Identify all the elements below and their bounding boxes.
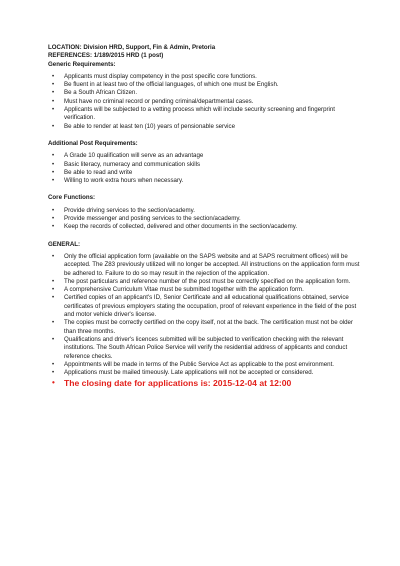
list-item: • Be fluent in at least two of the official languages, of which one must be English. [52, 81, 279, 89]
bullet-icon: • [52, 224, 55, 231]
list-item: • Applicants will be subjected to a vetting process which will include security screening and fingerprint verification. [52, 106, 336, 122]
references-line: REFERENCES: 1/189/2015 HRD (1 post) [48, 52, 164, 60]
list-item: • Certified copies of an applicant's ID, Senior Certificate and all educational qualifications obtained, service certificates of previous employers stating the occupation, proof of relevant experience in the field of the post and motor vehicle driver's license. [52, 294, 357, 319]
core-functions-title: Core Functions: [48, 194, 96, 202]
list-item: • Be a South African Citizen. [52, 89, 138, 97]
bullet-icon: • [52, 336, 55, 343]
bullet-icon: • [52, 287, 55, 294]
list-item: • Applicants must display competency in the post specific core functions. [52, 72, 257, 80]
bullet-icon: • [52, 278, 55, 285]
list-item: • The post particulars and reference number of the post must be correctly specified on the application form. [52, 277, 351, 285]
bullet-icon: • [52, 320, 55, 327]
additional-requirements-list [48, 152, 366, 185]
list-item: • Basic literacy, numeracy and communication skills [52, 160, 201, 168]
bullet-icon: • [52, 123, 55, 130]
generic-requirements-list [48, 73, 366, 131]
bullet-icon: • [52, 90, 55, 97]
list-item: • Provide messenger and posting services to the section/academy. [52, 215, 241, 223]
core-functions-list [48, 207, 366, 232]
bullet-icon: • [52, 253, 55, 260]
generic-requirements-title: Generic Requirements: [48, 60, 116, 68]
bullet-icon: • [52, 207, 55, 214]
list-item: • Willing to work extra hours when necessary. [52, 177, 184, 185]
list-item: • The copies must be correctly certified on the copy itself, not at the back. The certification must not be older than three months. [52, 319, 353, 335]
bullet-icon: • [52, 295, 55, 302]
list-item: • Must have no criminal record or pending criminal/departmental cases. [52, 97, 254, 105]
bullet-icon: • [52, 378, 55, 388]
bullet-icon: • [52, 361, 55, 368]
general-title: GENERAL: [48, 240, 81, 248]
general-list [48, 253, 366, 377]
additional-requirements-title: Additional Post Requirements: [48, 139, 138, 147]
list-item: • A Grade 10 qualification will serve as an advantage [52, 152, 204, 160]
list-item: • Keep the records of collected, delivered and other documents in the section/academy. [52, 223, 298, 231]
list-item: • A comprehensive Curriculum Vitae must be submitted together with the application form. [52, 286, 304, 294]
bullet-icon: • [52, 98, 55, 105]
bullet-icon: • [52, 161, 55, 168]
bullet-icon: • [52, 370, 55, 377]
list-item: • Be able to render at least ten (10) years of pensionable service [52, 122, 236, 130]
bullet-icon: • [52, 216, 55, 223]
bullet-icon: • [52, 178, 55, 185]
bullet-icon: • [52, 73, 55, 80]
bullet-icon: • [52, 107, 55, 114]
list-item: • Only the official application form (available on the SAPS website and at SAPS recruitment offices) will be accepted. The Z83 previously utilized will no longer be accepted. All instructions on the application form must be adhered to. Failure to do so may result in the rejection of the application. [52, 252, 360, 277]
list-item: • Applications must be mailed timeously. Late applications will not be accepted or considered. [52, 369, 314, 377]
list-item: • Qualifications and driver's licences submitted will be subjected to verification checking with the relevant institutions. The South African Police Service will verify the residential address of applicants and conduct reference checks. [52, 335, 348, 360]
bullet-icon: • [52, 82, 55, 89]
list-item: • Appointments will be made in terms of the Public Service Act as applicable to the post environment. [52, 360, 334, 368]
closing-date-text: The closing date for applications is: 2015-12-04 at 12:00 [64, 378, 292, 389]
bullet-icon: • [52, 169, 55, 176]
closing-date-notice [48, 378, 366, 388]
location-line: LOCATION: Division HRD, Support, Fin & Admin, Pretoria [48, 44, 216, 51]
bullet-icon: • [52, 153, 55, 160]
list-item: • Provide driving services to the section/academy. [52, 206, 195, 214]
list-item: • Be able to read and write [52, 168, 133, 176]
